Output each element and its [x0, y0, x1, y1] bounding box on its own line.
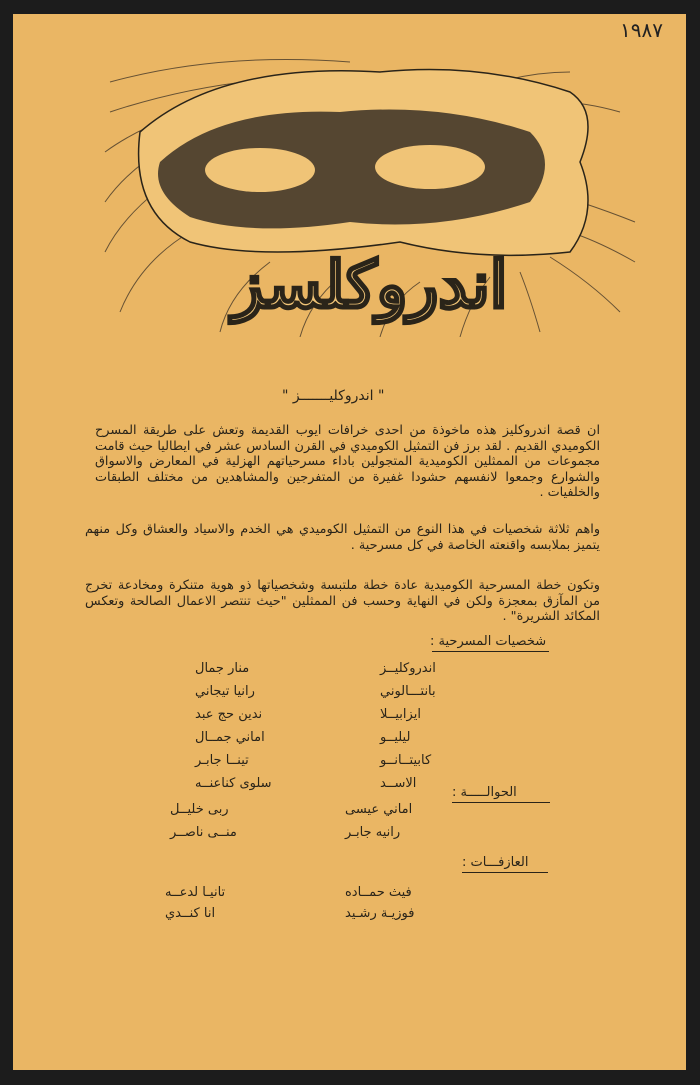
heading-underline	[462, 872, 548, 873]
narrator-2: ربى خليــل	[170, 802, 229, 817]
musicians-heading: العازفـــات :	[462, 855, 529, 870]
paragraph-2: واهم ثلاثة شخصيات في هذا النوع من التمثيل الكوميدي هي الخدم والاسياد والعشاق وكل منهم يتميز بملابسه واقنعته الخاصة في كل مسرحية .	[85, 522, 600, 553]
heading-underline	[452, 802, 550, 803]
narrator-1: اماني عيسى	[345, 802, 413, 817]
actor-6: سلوى كناعنــه	[195, 776, 272, 791]
actor-1: منار جمال	[195, 661, 250, 676]
musician-2: تانيـا لدعــه	[165, 885, 226, 900]
musician-3: فوزيـة رشـيد	[345, 906, 415, 921]
role-5: كابيتــانــو	[380, 753, 432, 768]
role-3: ايزابيــلا	[380, 707, 421, 722]
actor-5: تينــا جابـر	[195, 753, 249, 768]
cover-mask-drawing	[100, 52, 640, 337]
paragraph-3: وتكون خطة المسرحية الكوميدية عادة خطة ملتبسة وشخصياتها ذو هوية متنكرة ومخادعة تخرج من المآزق بمعجزة ولكن في النهاية وحسب فن الممثلين "حيث تنتصر الاعمال الصالحة وتعكس المكائد الشريرة" .	[85, 578, 600, 624]
role-6: الاســد	[380, 776, 417, 791]
year-note: ١٩٨٧	[620, 18, 663, 42]
play-title: " اندروكليـــــــز "	[282, 388, 385, 404]
actor-3: ندين حج عبد	[195, 707, 263, 722]
characters-heading: شخصيات المسرحية :	[430, 634, 547, 649]
role-2: بانتـــالوني	[380, 684, 436, 699]
narrator-4: منــى ناصــر	[170, 825, 237, 840]
role-4: ليليــو	[380, 730, 411, 745]
cover-title-lettering: اندروكلسز	[232, 248, 508, 323]
paragraph-1: ان قصة اندروكليز هذه ماخوذة من احدى خرافات ايوب القديمة وتعش على طريقة المسرح الكوميدي القديم . لقد برز فن التمثيل الكوميدي في القرن السادس عشر في ايطاليا حيث قامت مجموعات من الممثلين الكوميدية المتجولين باداء مسرحياتهم الهزلية في المعارض والاسواق والشوارع وجمعوا لانفسهم حشودا غفيرة من المتفرجين والمشاهدين من مختلف الطبقات والخلفيات .	[95, 423, 600, 500]
narrators-heading: الحوالـــــة :	[452, 785, 517, 800]
narrator-3: رانيه جابـر	[345, 825, 401, 840]
musician-1: فيث حمــاده	[345, 885, 412, 900]
heading-underline	[432, 651, 549, 652]
actor-2: رانيا تيجاني	[195, 684, 255, 699]
musician-4: انا كنــدي	[165, 906, 216, 921]
role-1: اندروكليــز	[380, 661, 436, 676]
actor-4: اماني جمــال	[195, 730, 265, 745]
